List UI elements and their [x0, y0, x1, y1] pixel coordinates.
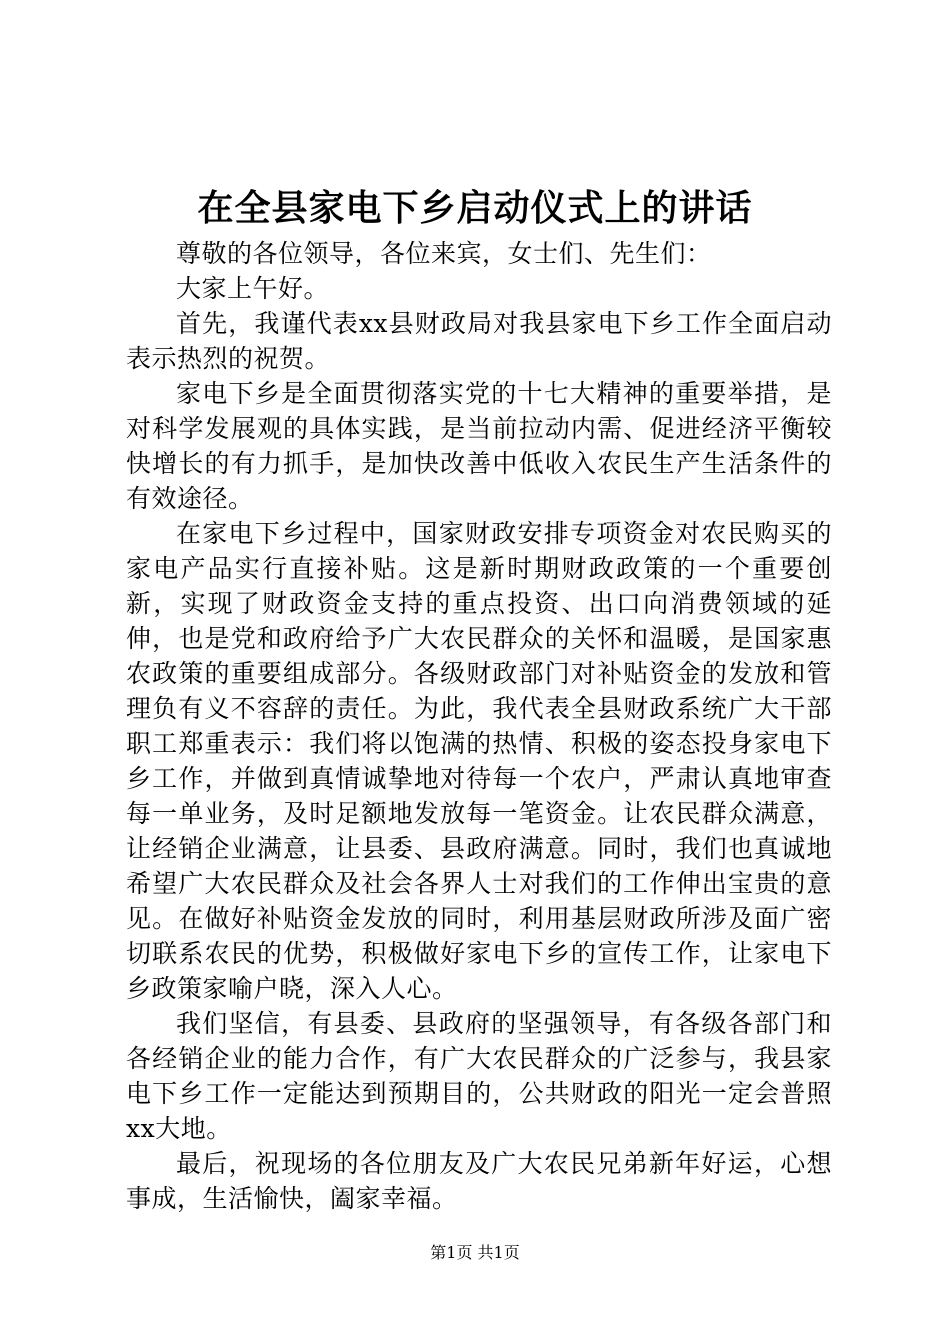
paragraph-significance: 家电下乡是全面贯彻落实党的十七大精神的重要举措，是对科学发展观的具体实践，是当前拉动内需、促进经济平衡较快增长的有力抓手，是加快改善中低收入农民生产生活条件的有效途径。	[126, 379, 832, 513]
paragraph-congratulation: 首先，我谨代表xx县财政局对我县家电下乡工作全面启动表示热烈的祝贺。	[126, 309, 832, 373]
document-body	[126, 236, 832, 1216]
paragraph-closing: 最后，祝现场的各位朋友及广大农民兄弟新年好运，心想事成，生活愉快，阖家幸福。	[126, 1149, 832, 1213]
paragraph-greeting: 大家上午好。	[176, 274, 330, 303]
paragraph-confidence: 我们坚信，有县委、县政府的坚强领导，有各级各部门和各经销企业的能力合作，有广大农民群众的广泛参与，我县家电下乡工作一定能达到预期目的，公共财政的阳光一定会普照xx大地。	[126, 1009, 832, 1143]
page-number-footer: 第1页 共1页	[430, 1243, 520, 1262]
paragraph-salutation: 尊敬的各位领导，各位来宾，女士们、先生们：	[176, 239, 712, 268]
paragraph-subsidy: 在家电下乡过程中，国家财政安排专项资金对农民购买的家电产品实行直接补贴。这是新时期财政政策的一个重要创新，实现了财政资金支持的重点投资、出口向消费领域的延伸，也是党和政府给予广大农民群众的关怀和温暖，是国家惠农政策的重要组成部分。各级财政部门对补贴资金的发放和管理负有义不容辞的责任。为此，我代表全县财政系统广大干部职工郑重表示：我们将以饱满的热情、积极的姿态投身家电下乡工作，并做到真情诚挚地对待每一个农户，严肃认真地审查每一单业务，及时足额地发放每一笔资金。让农民群众满意，让经销企业满意，让县委、县政府满意。同时，我们也真诚地希望广大农民群众及社会各界人士对我们的工作伸出宝贵的意见。在做好补贴资金发放的同时，利用基层财政所涉及面广密切联系农民的优势，积极做好家电下乡的宣传工作，让家电下乡政策家喻户晓，深入人心。	[126, 519, 832, 1003]
document-title: 在全县家电下乡启动仪式上的讲话	[197, 187, 753, 229]
